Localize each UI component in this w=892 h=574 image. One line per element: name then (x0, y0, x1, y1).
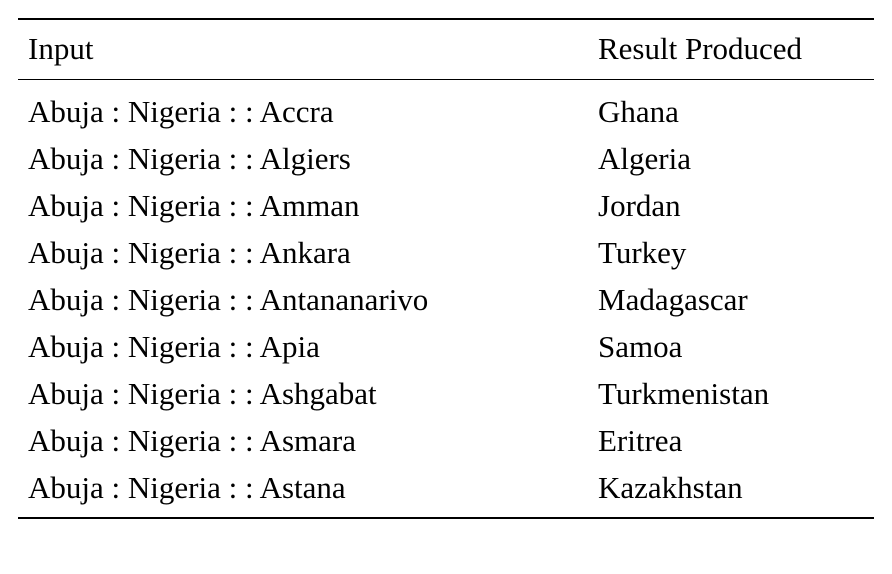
cell-result: Algeria (598, 141, 691, 176)
cell-result: Ghana (598, 94, 679, 129)
cell-result: Madagascar (598, 282, 748, 317)
cell-result: Kazakhstan (598, 470, 743, 505)
table-row (18, 229, 874, 276)
cell-input: Abuja : Nigeria : : Algiers (28, 141, 351, 176)
cell-input: Abuja : Nigeria : : Antananarivo (28, 282, 429, 317)
rule-segment (588, 518, 874, 519)
table-row (18, 464, 874, 518)
column-header-input: Input (28, 31, 94, 66)
table-row (18, 323, 874, 370)
table-row (18, 417, 874, 464)
cell-input: Abuja : Nigeria : : Astana (28, 470, 346, 505)
results-table (18, 18, 874, 519)
cell-result: Samoa (598, 329, 683, 364)
cell-input: Abuja : Nigeria : : Accra (28, 94, 334, 129)
cell-input: Abuja : Nigeria : : Apia (28, 329, 320, 364)
cell-input: Abuja : Nigeria : : Asmara (28, 423, 356, 458)
cell-result: Eritrea (598, 423, 683, 458)
table-header-row (18, 20, 874, 80)
table-row (18, 276, 874, 323)
table-row (18, 370, 874, 417)
cell-input: Abuja : Nigeria : : Ankara (28, 235, 351, 270)
table-row (18, 80, 874, 135)
cell-input: Abuja : Nigeria : : Amman (28, 188, 360, 223)
column-header-result: Result Produced (598, 31, 803, 66)
rule-segment (18, 518, 588, 519)
table-bottom-rule (18, 518, 874, 519)
table-row (18, 182, 874, 229)
cell-result: Jordan (598, 188, 681, 223)
cell-input: Abuja : Nigeria : : Ashgabat (28, 376, 377, 411)
table-row (18, 135, 874, 182)
cell-result: Turkmenistan (598, 376, 770, 411)
cell-result: Turkey (598, 235, 687, 270)
